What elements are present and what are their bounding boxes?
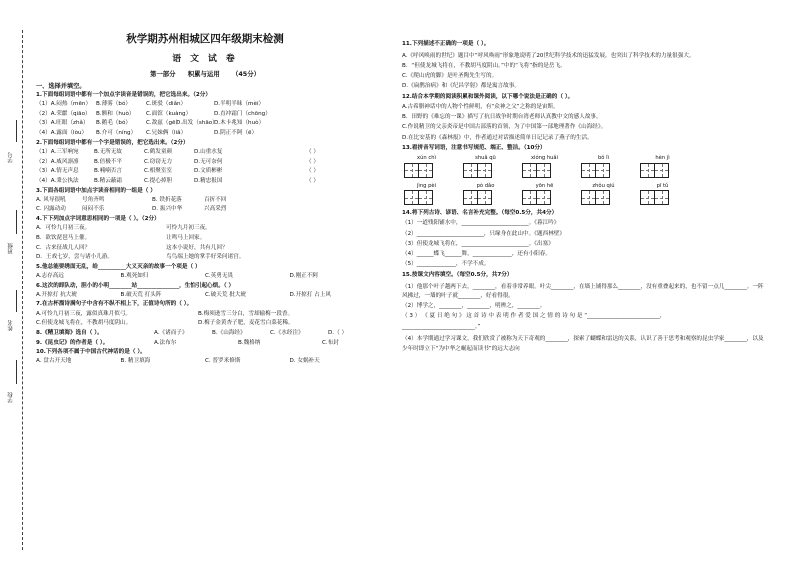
question-1-options: （1）A.闷热（mēn） B.薄雾（bó） C.斑驳（diǎn） D.半明半昧（mèi）: [36, 101, 265, 107]
question-15-item[interactable]: （2）博学之，________，________，明辨之，________。: [402, 303, 546, 310]
margin-underline[interactable]: [16, 360, 17, 384]
writing-grid[interactable]: [640, 163, 685, 178]
exam-title: 秋学期苏州相城区四年级期末检测: [126, 33, 284, 45]
question-7-options: A.可怜九月初三夜，露似真珠月似弓。 B.梅须逊雪三分白，雪却输梅一段香。: [36, 310, 294, 317]
question-2-options: （2）A.威风凛凛 B.倍极不平 C.窃窃无力 D.无可奈何 （ ）: [36, 158, 319, 165]
writing-grid-row: [404, 163, 764, 178]
question-5-options: A.志存高远 B.观死如归 C.英勇无畏 D.刚正不阿: [36, 273, 318, 279]
question-12-option[interactable]: A.古希腊神话中的人物个性鲜明，有“众神之父”之称的是宙斯。: [402, 103, 559, 110]
margin-label-student-id: 学号: [8, 152, 14, 163]
question-1-options: （4）A.露面（lòu） B.介可（níng） C.兄妹俩（liǎ） D.阴正不阿（ē）: [36, 130, 258, 137]
question-4-option: A．可怜九月初三夜。 可怜九月初三夜。: [36, 225, 211, 232]
question-1-options: （3）A.旺眼（zhǎ） B.鹅毛（bó） C.敌兹（gē） D.出发（shāo） D.木卡兆知（huò）: [36, 120, 265, 127]
pinyin-row: jìng pèi pò dǎo yōn hē zhǒu qiú pī tǔ: [416, 182, 669, 189]
writing-grid-row: [404, 190, 764, 205]
exam-subtitle: 语 文 试 卷: [172, 53, 238, 64]
question-4-option: C．古来征战几人回？ 这本小说好，共有几回？: [36, 244, 228, 251]
question-14-item[interactable]: （3）但使龙城飞将在，________________________。《出塞》: [402, 240, 554, 247]
question-2-options: （4）A.秉公执法 B.精云蔽霜 C.提心掉胆 D.精忠报国 （ ）: [36, 177, 319, 184]
question-14-item[interactable]: （2）________________________，只缘身在此山中。《题西林壁》: [402, 230, 565, 237]
question-12-option[interactable]: D.在比安基的《森林报》中，作者通过对话描述简单日记记录了燕子的生活。: [402, 134, 593, 141]
question-15-item[interactable]: （ 3 ） 《 夏 日 绝 句 》 这 首 诗 中 表 明 作 者 爱 国 之 情 的 诗 句 是 “__________________________，: [402, 313, 666, 320]
question-12-option[interactable]: B．田野的《难忘的一课》描写了抗日战争时期台湾老师认真教中文的感人故事。: [402, 114, 602, 121]
question-15-item[interactable]: （4）本学期通过学习课文，我们欣赏了被称为天下奇观的________，探索了蝴蝶和雷达的关系，认识了善于思考和观察的昆虫学家________，以及少年时即立下“为中华之崛起而读书”的远大志向: [402, 336, 764, 352]
question-15-item[interactable]: （1）他那个叶子越两下去，________，看着非常养眼。叶尖________，在墙上铺得那么________，没有重叠起来的，也不留一点儿________。一阵风拂过，一墙的叶子就________，好看得很。: [402, 283, 764, 300]
section-heading: 一、选择并填空。: [36, 82, 86, 90]
question-9: 9.《昆虫记》的作者是（ ）。 A.法布尔 B.魏格纳 C.布封: [36, 339, 339, 346]
question-7-stem: 7.在古杯溜诗满句子中含有不纵不相上下，正值诗句所的（ ）。: [36, 301, 193, 308]
question-2-stem: 2.下面每组词语中都有一个字是错误的，把它选出来。（2分）: [36, 139, 189, 146]
pinyin-row: xún chì shuǎ qū xióng huǎi bǒ lì hèn jì: [417, 154, 670, 161]
question-3-options: C. 闪露动动 闷闷不乐 D. 振兴中华 兴高采烈: [36, 206, 227, 213]
writing-grid[interactable]: [522, 163, 567, 178]
writing-grid[interactable]: [640, 190, 685, 205]
question-14-item[interactable]: （4）______蝶飞______舞，______________，还有小阳春。: [402, 251, 551, 258]
writing-grid[interactable]: [463, 163, 508, 178]
question-12-option[interactable]: C.作说精卫的父亲炎帝是中国古部落的首领，为了中国第一部地理著作《山海经》。: [402, 124, 607, 131]
question-4-option: D．王戏七岁，尝与诸小儿游。 鸟鸟端上她的掌手好采问诸宫。: [36, 254, 245, 261]
question-15-stem: 15.按课文内容填空。（每空0.5分，共7分）: [402, 271, 513, 278]
question-8: 8.《精卫填海》选自（ ）。 A.《诸而子》 B.《山海经》 C.《水经注》 D.（ ）: [36, 329, 348, 336]
writing-grid[interactable]: [522, 190, 567, 205]
right-column: [402, 40, 764, 359]
question-3-stem: 3.下面各组词语中加点字读音相同的一组是（ ）: [36, 187, 156, 194]
binding-margin: [0, 0, 34, 561]
question-2-options: （1）A.三军响宛 B.无所无故 C.鹤发童颜 D.山重水复 （ ）: [36, 148, 319, 155]
question-11-option[interactable]: D.《扁鹊治病》和《纪昌学射》都是寓言故事。: [402, 83, 520, 90]
writing-grid[interactable]: [404, 190, 449, 205]
part-score: （45分）: [231, 70, 261, 79]
writing-grid[interactable]: [581, 163, 626, 178]
question-7-options: C.但使龙城飞将在，不教胡马度阴山。 D.梅子金黄杏子肥，麦花雪白菜花稀。: [36, 320, 294, 327]
question-14-item[interactable]: （1）一道残阳铺水中，________________________。《暮江吟》: [402, 220, 560, 227]
question-4-option: B．欲饮琵琶马上催。 让鸣马上回家。: [36, 234, 206, 241]
question-12-stem: 12.结合本学期的阅读积累和课外阅读，以下哪个说法是正确的（ ）。: [402, 93, 574, 100]
question-15-item[interactable]: __________________________。”: [402, 323, 481, 330]
question-5-stem: 5.他总能要绣面无乱，给__________大义灭亲的故事一个项是（ ）: [36, 263, 201, 270]
question-1-stem: 1.下面每组词语中都有一个加点字读音是错误的，把它选出来。（2分）: [36, 91, 211, 98]
question-3-options: A. 风导很吼 号角齐鸣 B. 铁折花落 百折不回: [36, 196, 227, 203]
question-1-options: （2）A.荣獻（qiāo） B.额和（huò） C.面馆（kuàng） D.直冲霜门（chōng）: [36, 110, 271, 117]
left-column: [36, 34, 374, 369]
question-2-options: （3）A.情无声息 B.喃喃否言 C.相聚室室 D.文质彬彬 （ ）: [36, 168, 319, 175]
question-14-stem: 14.将下列古诗、谚语、名言补充完整。（每空0.5分，共4分）: [402, 210, 558, 217]
question-10-stem: 10.下列各项不属于中国古代神话的是（ ）。: [36, 349, 146, 356]
part-heading: [36, 71, 374, 77]
question-11-option[interactable]: B．“但使龙城飞将在，不教胡马度阴山。”中的“飞将”指的是岳飞。: [402, 62, 566, 69]
question-11-stem: 11.下列描述不正确的一项是（ ）。: [402, 41, 490, 47]
question-13-stem: 13.看拼音写词语，注意书写规范、端正、整洁。（10分）: [402, 144, 546, 151]
question-6-options: A.开掠打 抗大琥 B.破天荒 打头阵 C.破天荒 批大琥 D.开掠打 占上风: [36, 291, 331, 298]
part-name: 积累与运用: [187, 70, 220, 79]
part-number: 第一部分: [149, 70, 176, 79]
margin-label-school: 学校: [8, 392, 14, 403]
question-6-stem: 6.这次的卸队动，胆小的小明________站_______________，生怕引起心烦。（ ）: [36, 282, 235, 289]
margin-underline[interactable]: [16, 120, 17, 142]
writing-grid[interactable]: [404, 163, 449, 178]
question-14-item[interactable]: （5）______________，不学不成。: [402, 261, 490, 268]
question-11-option[interactable]: A.《呼风唤雨的世纪》题目中“呼风唤雨”形象地说明了20世纪科学技术的迅猛发展，也突出了科学技术的力量很强大。: [402, 52, 695, 59]
question-10-options: A. 盘古开天地 B. 精卫填海 C. 普罗米修斯 D. 女娲补天: [36, 358, 320, 365]
writing-grid[interactable]: [581, 190, 626, 205]
binding-line: [22, 30, 23, 550]
question-11-option[interactable]: C.《爬山虎的脚》是叶圣陶先生写的。: [402, 73, 498, 80]
margin-underline[interactable]: [16, 290, 17, 312]
question-4-stem: 4.下下列加点字词意思相同的一项是（ ）。（2分）: [36, 216, 160, 223]
writing-grid[interactable]: [463, 190, 508, 205]
margin-label-class: 班级: [8, 243, 14, 254]
margin-underline[interactable]: [16, 210, 17, 234]
margin-label-name: 姓名: [8, 320, 14, 331]
